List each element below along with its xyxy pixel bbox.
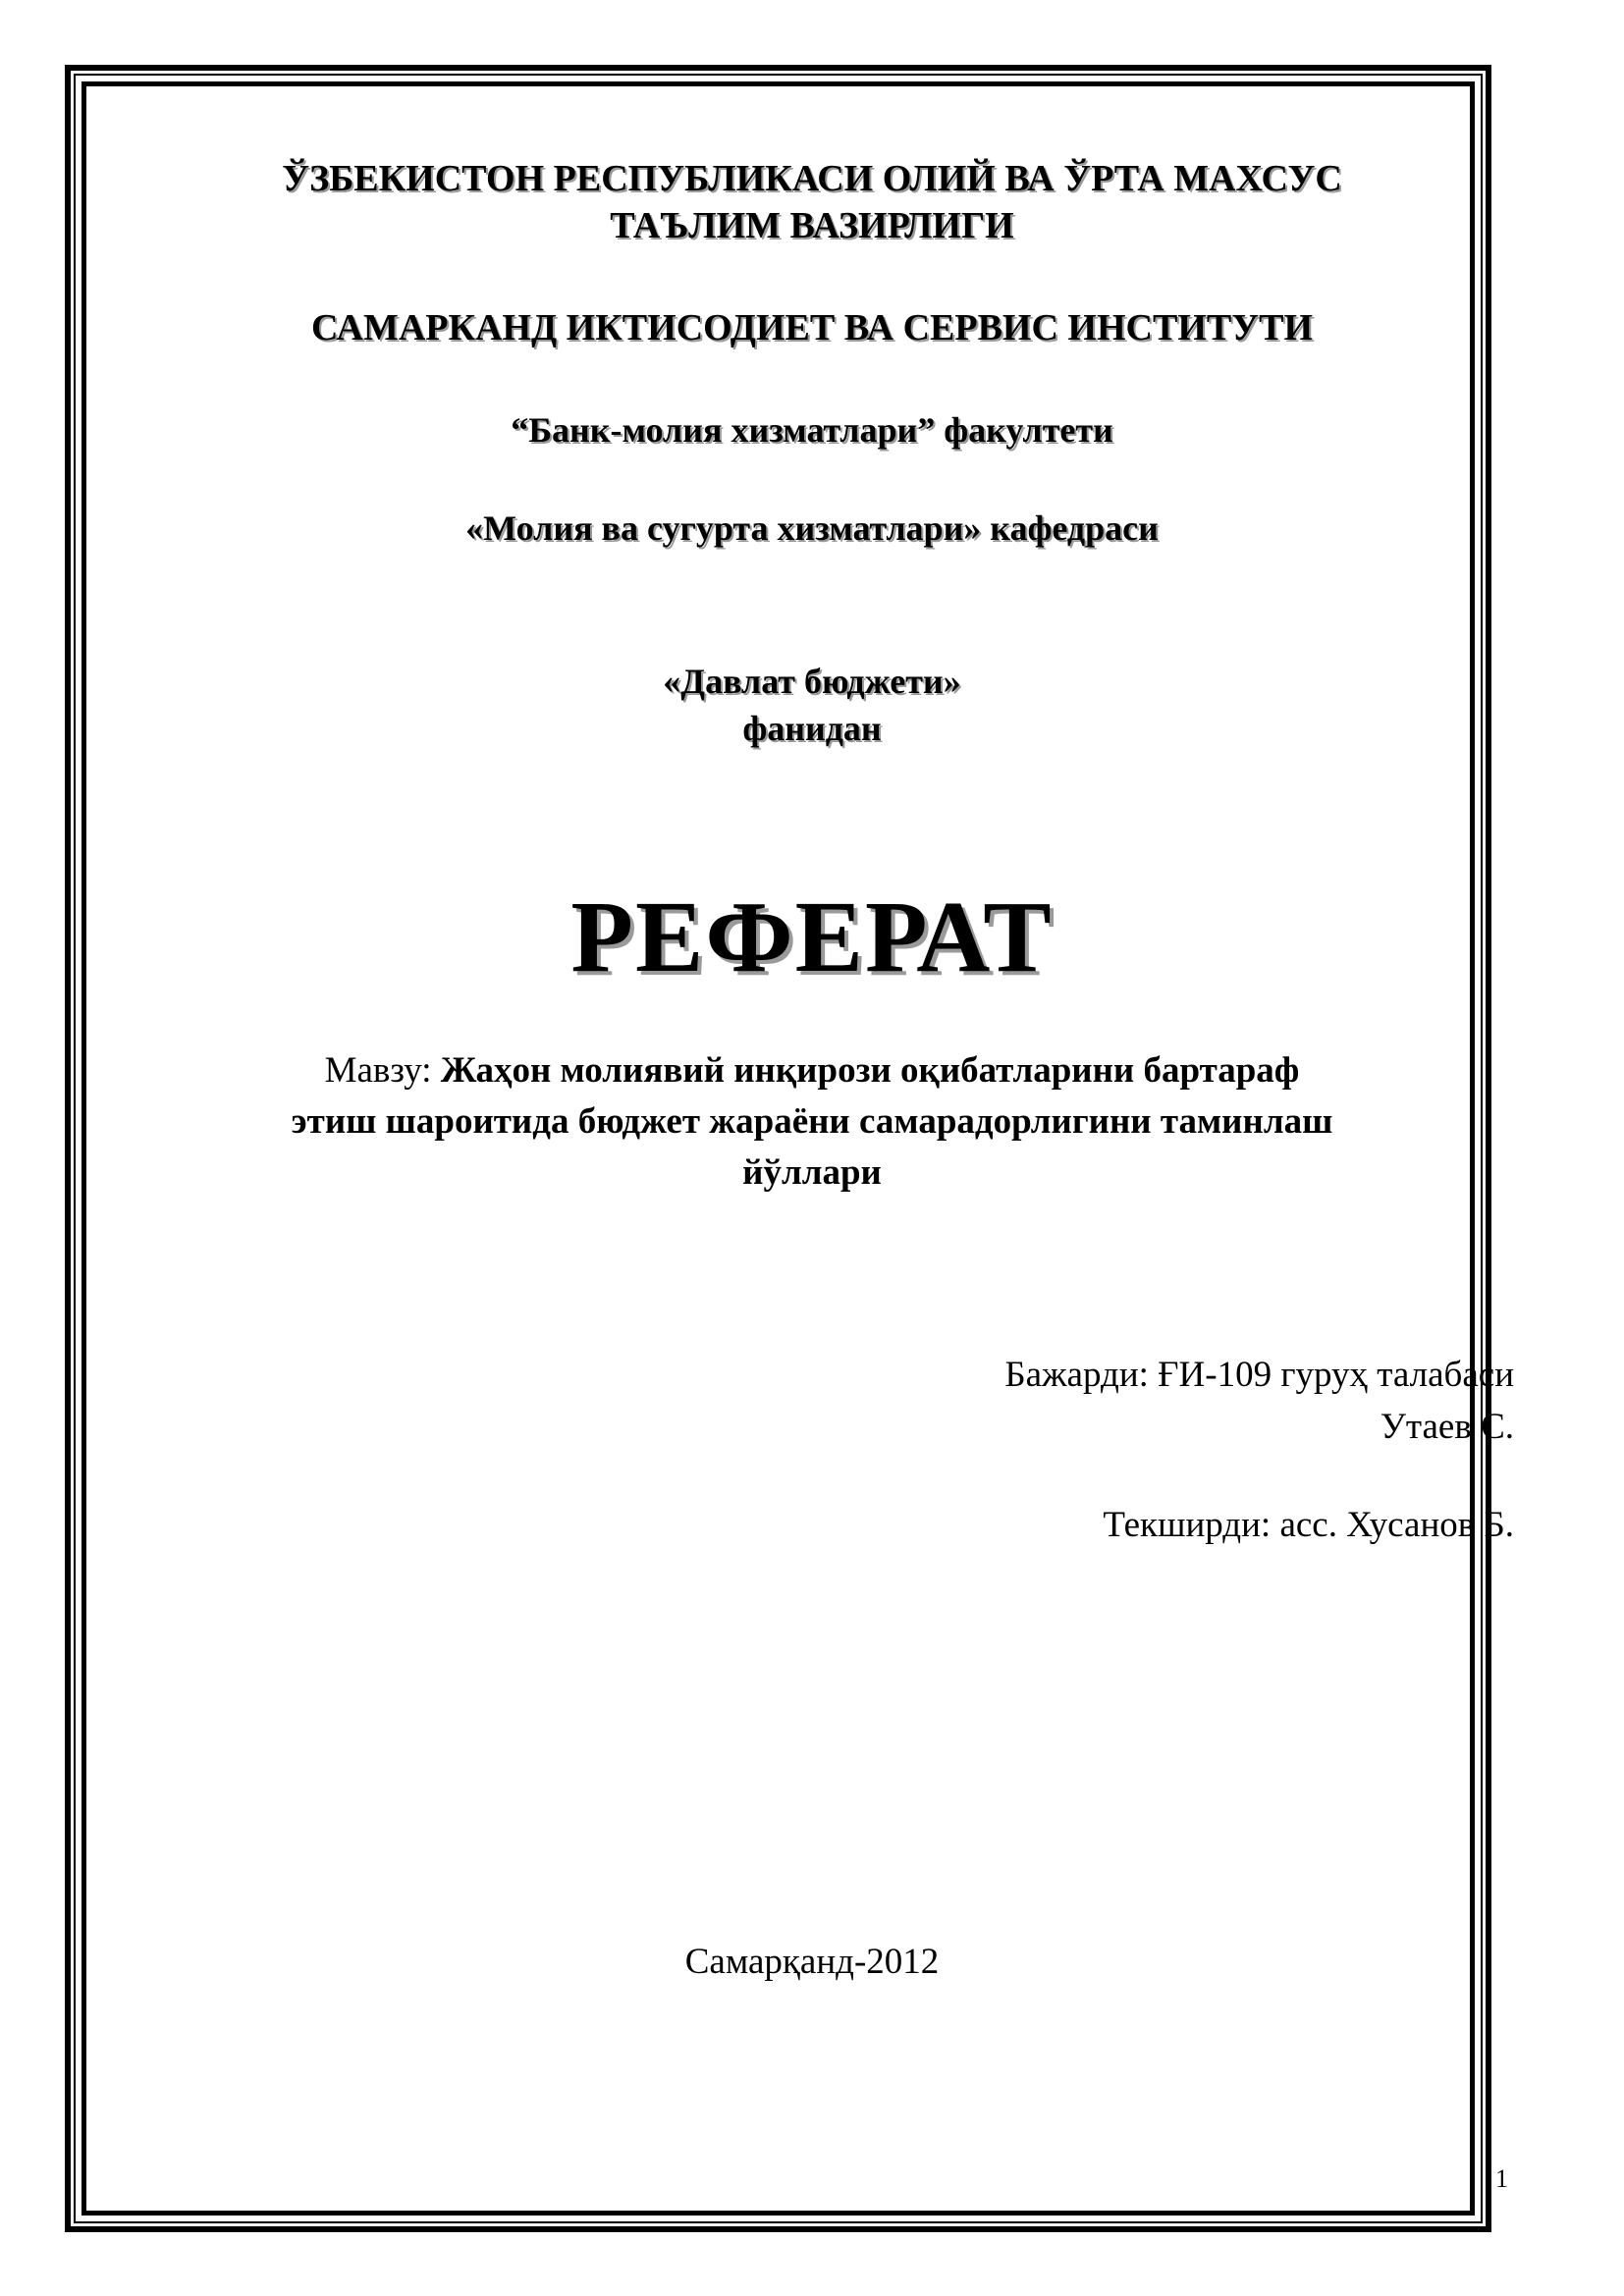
page-number: 1 xyxy=(1495,2164,1508,2193)
city-year: Самарқанд-2012 xyxy=(684,1942,940,1982)
performed-by: Бажарди: ҒИ-109 гуруҳ талабаси xyxy=(1004,1355,1514,1395)
faculty-heading: “Банк-молия хизматлари” факултети xyxy=(511,410,1113,450)
topic-text-line-2: этиш шароитида бюджет жараёни самарадорлигини таминлаш xyxy=(291,1101,1333,1142)
ministry-line-1: ЎЗБЕКИСТОН РЕСПУБЛИКАСИ ОЛИЙ ВА ЎРТА МАХСУС xyxy=(282,158,1342,199)
topic-text-line-1: Жаҳон молиявий инқирози оқибатларини бартараф xyxy=(440,1050,1300,1091)
subject-block xyxy=(0,658,1624,752)
institute-heading: САМАРКАНД ИКТИСОДИЕТ ВА СЕРВИС ИНСТИТУТИ xyxy=(310,307,1314,348)
ministry-heading xyxy=(0,155,1624,249)
ministry-line-2: ТАЪЛИМ ВАЗИРЛИГИ xyxy=(610,205,1014,246)
topic-line-1 xyxy=(0,1045,1624,1096)
topic-block xyxy=(0,1045,1624,1199)
topic-text-line-3: йўллари xyxy=(742,1152,882,1193)
subject-suffix: фанидан xyxy=(742,709,882,748)
topic-label: Мавзу: xyxy=(324,1050,441,1091)
subject-name: «Давлат бюджети» xyxy=(663,662,961,701)
checked-by: Текширди: асс. Хусанов Б. xyxy=(1103,1505,1514,1545)
document-type-title: РЕФЕРАТ xyxy=(570,881,1054,993)
department-heading: «Молия ва сугурта хизматлари» кафедраси xyxy=(465,508,1159,548)
performer-name: Утаев С. xyxy=(1380,1407,1514,1447)
